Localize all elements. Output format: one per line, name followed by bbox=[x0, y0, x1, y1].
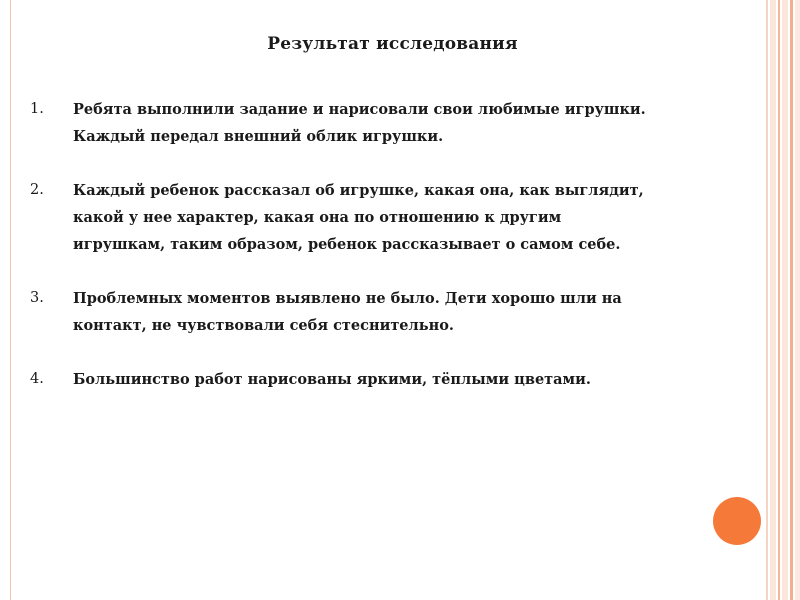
band-stripe bbox=[782, 0, 788, 600]
item-line: Большинство работ нарисованы яркими, тёплыми цветами. bbox=[73, 371, 591, 388]
item-number: 4. bbox=[30, 371, 44, 387]
band-stripe bbox=[778, 0, 780, 600]
item-line: Каждый ребенок рассказал об игрушке, какая она, как выглядит, bbox=[73, 182, 644, 199]
item-number: 2. bbox=[30, 182, 44, 198]
band-stripe bbox=[770, 0, 776, 600]
results-list bbox=[30, 96, 740, 420]
list-item bbox=[30, 177, 740, 258]
list-item bbox=[30, 366, 740, 393]
list-item bbox=[30, 96, 740, 150]
band-stripe bbox=[766, 0, 768, 600]
item-line: Каждый передал внешний облик игрушки. bbox=[73, 128, 444, 145]
right-decorative-band bbox=[766, 0, 800, 600]
item-line: какой у нее характер, какая она по отношению к другим bbox=[73, 209, 562, 226]
item-line: контакт, не чувствовали себя стеснительно. bbox=[73, 317, 454, 334]
item-line: Ребята выполнили задание и нарисовали свои любимые игрушки. bbox=[73, 101, 646, 118]
list-item bbox=[30, 285, 740, 339]
orange-circle-decoration bbox=[713, 497, 761, 545]
slide-title: Результат исследования bbox=[267, 34, 518, 54]
band-stripe bbox=[795, 0, 800, 600]
left-accent-line bbox=[10, 0, 11, 600]
item-line: Проблемных моментов выявлено не было. Дети хорошо шли на bbox=[73, 290, 622, 307]
item-number: 3. bbox=[30, 290, 44, 306]
item-number: 1. bbox=[30, 101, 44, 117]
band-stripe bbox=[790, 0, 793, 600]
item-line: игрушкам, таким образом, ребенок рассказывает о самом себе. bbox=[73, 236, 621, 253]
